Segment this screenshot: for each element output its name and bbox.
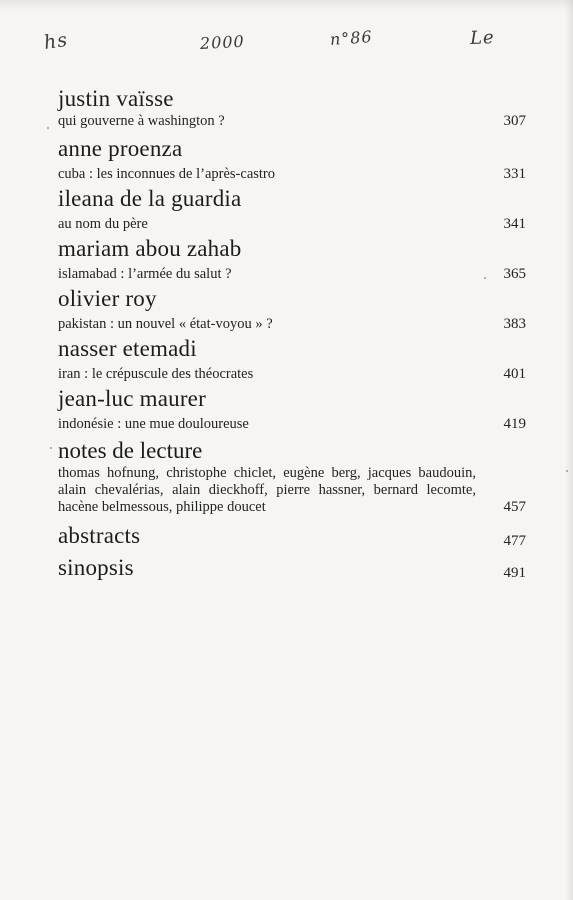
abstracts-label: abstracts: [58, 523, 141, 548]
toc-author: nasser etemadi: [58, 336, 197, 361]
toc-title: cuba : les inconnues de l’après-castro: [58, 166, 276, 182]
toc-entry: [58, 236, 526, 286]
toc-page-number: 419: [503, 416, 526, 432]
handwritten-note: hs: [42, 28, 70, 54]
paper-speck: [566, 470, 568, 472]
toc-entry: [58, 136, 526, 186]
toc-entry: [58, 336, 526, 386]
sinopsis-label: sinopsis: [58, 555, 134, 580]
toc-entry-sinopsis: [58, 554, 526, 582]
toc-entry: [58, 286, 526, 336]
toc-page-number: 307: [503, 113, 526, 129]
toc-title: islamabad : l’armée du salut ?: [58, 266, 232, 282]
toc-page-number: 331: [503, 166, 526, 182]
toc-author: mariam abou zahab: [58, 236, 242, 261]
toc-page-number: 491: [503, 565, 526, 581]
toc-title: pakistan : un nouvel « état-voyou » ?: [58, 316, 273, 332]
toc-title: indonésie : une mue douloureuse: [58, 416, 249, 432]
paper-speck: [47, 127, 49, 129]
notes-contributors: thomas hofnung, christophe chiclet, eugène berg, jacques baudouin, alain chevalérias, alain dieckhoff, pierre hassner, bernard lecomte, hacène belmessous, philippe doucet: [58, 465, 476, 515]
notes-heading: notes de lecture: [58, 438, 203, 463]
paper-speck: [484, 277, 486, 279]
toc-title: au nom du père: [58, 216, 148, 232]
paper-speck: [50, 447, 52, 449]
handwritten-year: 2000: [199, 31, 246, 53]
toc-page-number: 365: [503, 266, 526, 282]
handwritten-issue-number: n°86: [329, 27, 374, 49]
toc-entry: [58, 186, 526, 236]
toc-author: ileana de la guardia: [58, 186, 242, 211]
toc-entry-notes: [58, 438, 526, 516]
toc-page-number: 477: [503, 533, 526, 549]
toc-entry-abstracts: [58, 522, 526, 550]
toc-page-number: 401: [503, 366, 526, 382]
toc-author: jean-luc maurer: [58, 386, 206, 411]
scan-right-edge: [565, 0, 573, 900]
scan-top-edge: [0, 0, 573, 10]
handwritten-annotations: [0, 26, 573, 56]
table-of-contents: [58, 86, 526, 582]
toc-title: iran : le crépuscule des théocrates: [58, 366, 254, 382]
toc-title: qui gouverne à washington ?: [58, 113, 225, 129]
toc-author: justin vaïsse: [58, 86, 174, 111]
toc-page-number: 383: [503, 316, 526, 332]
toc-page-number: 457: [503, 499, 526, 515]
toc-page-number: 341: [503, 216, 526, 232]
toc-entry: [58, 386, 526, 436]
toc-author: anne proenza: [58, 136, 183, 161]
toc-entry: [58, 86, 526, 136]
toc-author: olivier roy: [58, 286, 157, 311]
handwritten-note: Le: [469, 27, 495, 49]
